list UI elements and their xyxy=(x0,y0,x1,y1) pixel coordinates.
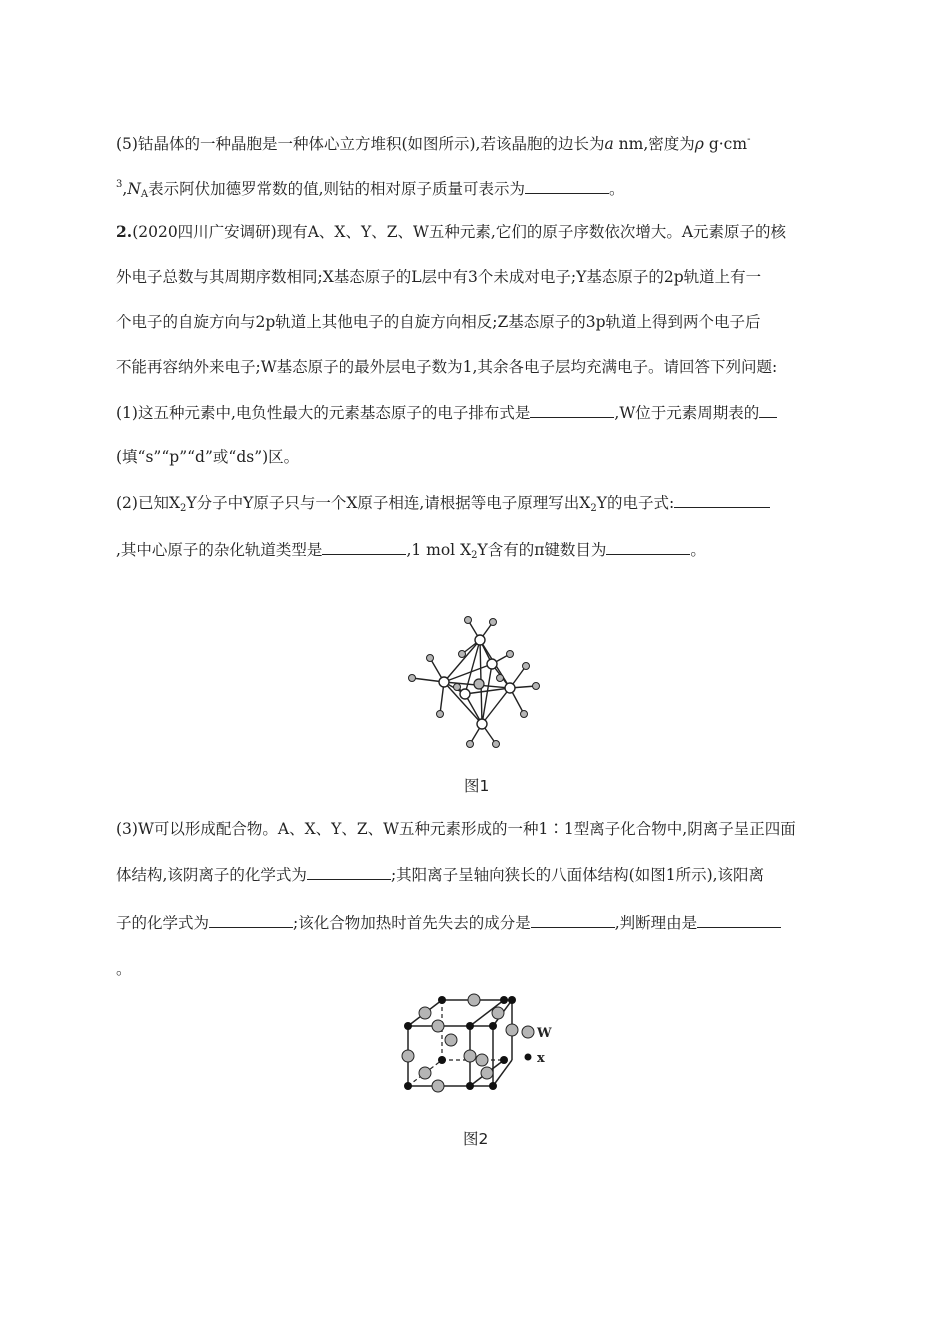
answer-blank[interactable] xyxy=(322,538,406,555)
q2-part3-line2 xyxy=(116,863,764,886)
var-a: a xyxy=(604,135,614,153)
q2-line2 xyxy=(116,266,761,288)
text: 体结构,该阴离子的化学式为 xyxy=(116,866,307,884)
text: (1)这五种元素中,电负性最大的元素基态原子的电子排布式是 xyxy=(116,404,531,422)
text: 。 xyxy=(690,541,706,559)
unit: g·cm xyxy=(703,135,748,153)
figure-1-caption: 图1 xyxy=(464,777,490,795)
text: 。 xyxy=(609,180,625,198)
q2-line3 xyxy=(116,311,761,333)
text: 子的化学式为 xyxy=(116,914,210,932)
text: ,W位于元素周期表的 xyxy=(614,404,760,422)
text: Y分子中Y原子只与一个X原子相连,请根据等电子原理写出X xyxy=(186,494,591,512)
legend-w-swatch xyxy=(522,1026,534,1038)
text: 个电子的自旋方向与2p轨道上其他电子的自旋方向相反;Z基态原子的3p轨道上得到两个电子后 xyxy=(116,313,761,331)
legend-x-label: x xyxy=(537,1051,545,1066)
q1-part5-line2 xyxy=(116,177,625,200)
figure-1-octahedron xyxy=(400,612,550,752)
q2-line1 xyxy=(116,221,786,243)
text: 表示阿伏加德罗常数的值,则钴的相对原子质量可表示为 xyxy=(148,180,526,198)
legend-x-swatch xyxy=(525,1054,532,1061)
answer-blank[interactable] xyxy=(531,911,615,928)
answer-blank[interactable] xyxy=(307,863,391,880)
text: (5)钴晶体的一种晶胞是一种体心立方堆积(如图所示),若该晶胞的边长为 xyxy=(116,135,605,153)
text: , xyxy=(122,180,128,198)
answer-blank[interactable] xyxy=(674,491,770,508)
answer-blank[interactable] xyxy=(606,538,690,555)
q2-part1-line2 xyxy=(116,446,299,468)
exponent-3: 3 xyxy=(116,179,123,190)
q2-part3-line3 xyxy=(116,911,781,934)
question-number: 2. xyxy=(116,222,133,241)
text: Y含有的π键数目为 xyxy=(477,541,607,559)
text: 。 xyxy=(116,960,132,978)
text: ,其中心原子的杂化轨道类型是 xyxy=(116,541,323,559)
q2-line4 xyxy=(116,356,777,378)
text: ,判断理由是 xyxy=(614,914,698,932)
q2-part3-line1 xyxy=(116,818,796,840)
legend-w-label: W xyxy=(537,1026,552,1041)
text: (填“s”“p”“d”或“ds”)区。 xyxy=(116,448,300,466)
answer-blank[interactable] xyxy=(525,177,609,194)
subscript: 2 xyxy=(590,503,597,514)
subscript: 2 xyxy=(471,550,478,561)
subscript: 2 xyxy=(180,503,187,514)
text: ;该化合物加热时首先失去的成分是 xyxy=(293,914,531,932)
answer-blank[interactable] xyxy=(697,911,781,928)
figure-2-caption: 图2 xyxy=(463,1130,489,1148)
answer-blank[interactable] xyxy=(530,401,614,418)
text: 不能再容纳外来电子;W基态原子的最外层电子数为1,其余各电子层均充满电子。请回答下列问题: xyxy=(116,358,778,376)
text: nm,密度为 xyxy=(613,135,695,153)
q1-part5-line1 xyxy=(116,133,750,155)
answer-blank[interactable] xyxy=(759,401,777,418)
var-NA: N xyxy=(127,180,141,198)
sub-A: A xyxy=(140,189,149,200)
text: Y的电子式: xyxy=(596,494,675,512)
figure-2-lattice xyxy=(396,990,566,1094)
var-rho: ρ xyxy=(694,135,704,153)
text: (3)W可以形成配合物。A、X、Y、Z、W五种元素形成的一种1∶1型离子化合物中,阴离子呈正四面 xyxy=(116,820,796,838)
q2-part1-line1 xyxy=(116,401,777,424)
answer-blank[interactable] xyxy=(209,911,293,928)
text: 外电子总数与其周期序数相同;X基态原子的L层中有3个未成对电子;Y基态原子的2p轨道上有一 xyxy=(116,268,762,286)
text: (2020四川广安调研)现有A、X、Y、Z、W五种元素,它们的原子序数依次增大。A元素原子的核 xyxy=(132,223,787,241)
text: ,1 mol X xyxy=(406,541,472,559)
exponent-sign: - xyxy=(747,134,751,145)
q2-part2-line2 xyxy=(116,538,706,561)
text: (2)已知X xyxy=(116,494,180,512)
q2-part2-line1 xyxy=(116,491,770,514)
q2-part3-line4 xyxy=(116,958,132,980)
text: ;其阳离子呈轴向狭长的八面体结构(如图1所示),该阳离 xyxy=(390,866,765,884)
